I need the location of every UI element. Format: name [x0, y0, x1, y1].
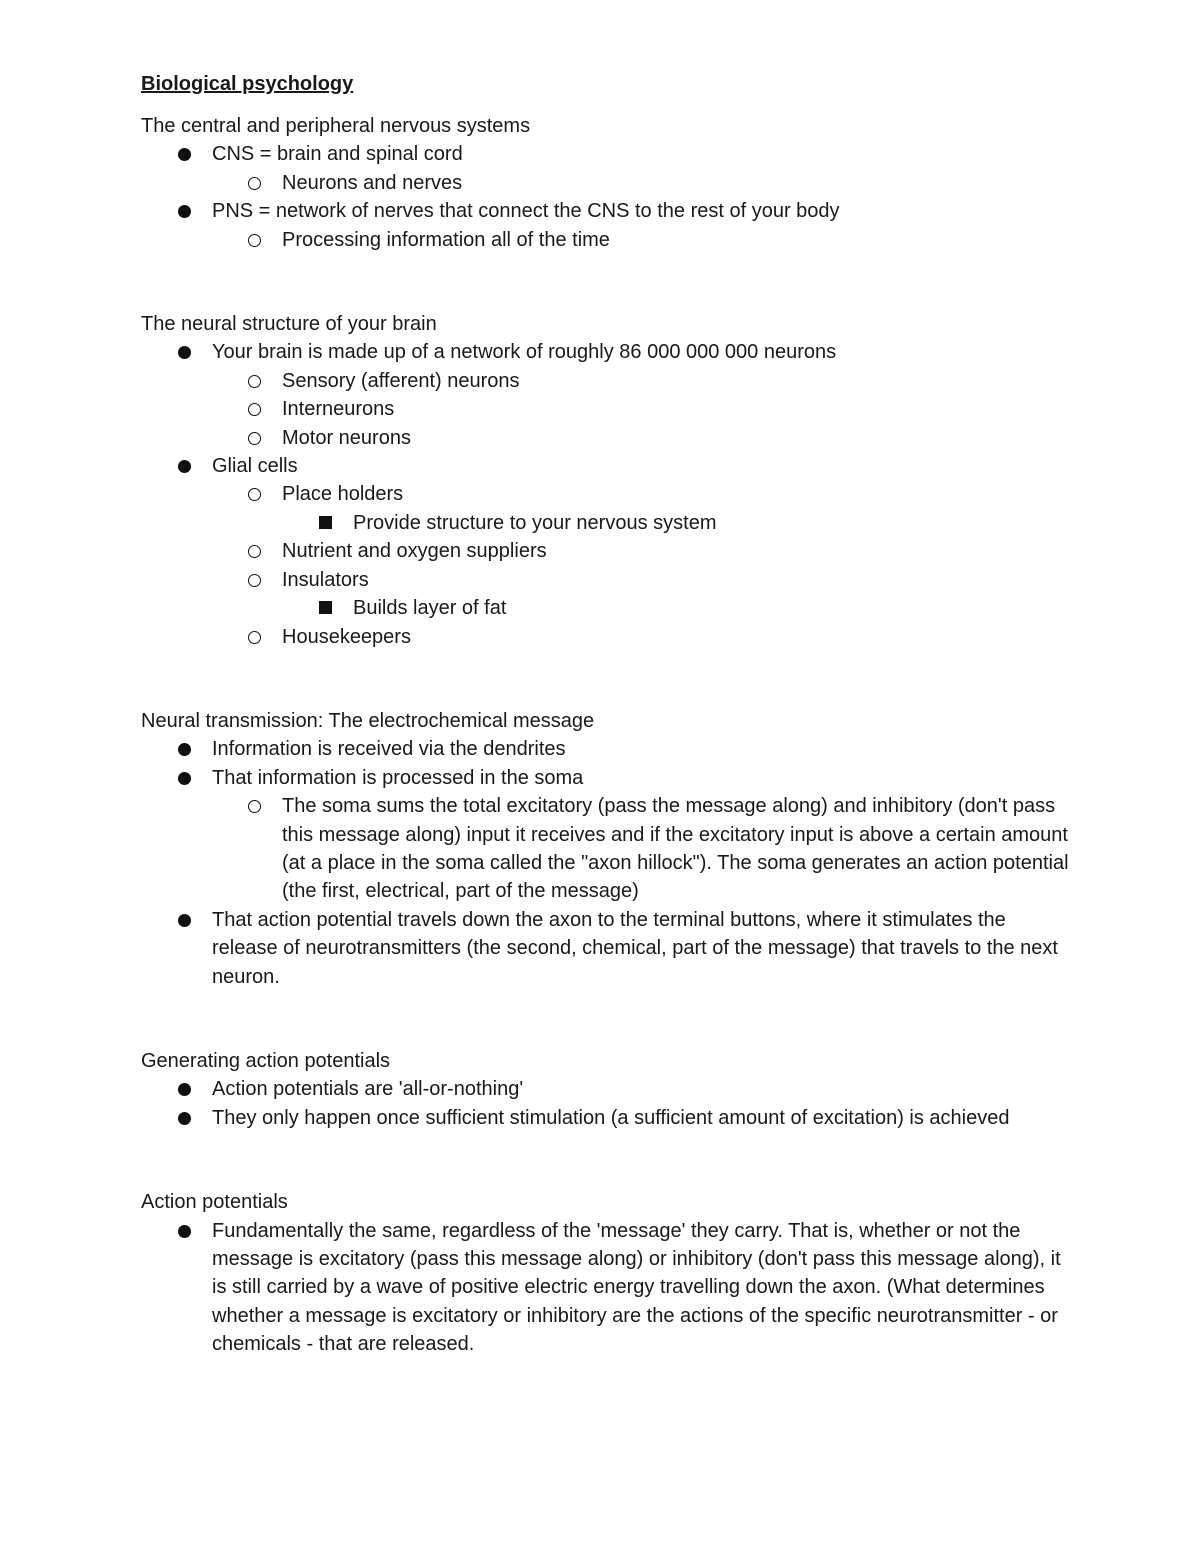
list-item	[141, 169, 1071, 197]
list-item-text: Glial cells	[212, 455, 298, 478]
list-item-text: Motor neurons	[282, 426, 411, 449]
list-item	[141, 452, 1071, 480]
list-item-text: Insulators	[282, 568, 369, 591]
filled-circle-bullet-icon	[178, 460, 191, 473]
bullet-list	[141, 1217, 1071, 1359]
bullet-list	[141, 735, 1071, 991]
list-item	[141, 226, 1071, 254]
list-item-text: Builds layer of fat	[353, 597, 507, 620]
section-heading: Neural transmission: The electrochemical message	[141, 709, 595, 732]
list-item-text: That action potential travels down the axon to the terminal buttons, where it stimulates the release of neurotransmitters (the second, chemical, part of the message) that travels to the next neuron.	[212, 908, 1058, 988]
list-item-text: Sensory (afferent) neurons	[282, 369, 520, 392]
list-item	[141, 480, 1071, 508]
section	[141, 1188, 1071, 1358]
filled-circle-bullet-icon	[178, 1112, 191, 1125]
filled-square-bullet-icon	[319, 516, 332, 529]
list-item-text: Action potentials are 'all-or-nothing'	[212, 1078, 524, 1101]
list-item	[141, 566, 1071, 594]
section-heading: Generating action potentials	[141, 1049, 391, 1072]
list-item	[141, 735, 1071, 763]
list-item	[141, 792, 1071, 906]
list-item	[141, 197, 1071, 225]
bullet-list	[141, 1075, 1071, 1132]
list-item	[141, 1075, 1071, 1103]
filled-circle-bullet-icon	[178, 346, 191, 359]
list-item	[141, 140, 1071, 168]
list-item-text: PNS = network of nerves that connect the CNS to the rest of your body	[212, 200, 840, 223]
list-item	[141, 906, 1071, 991]
list-item-text: Place holders	[282, 483, 404, 506]
filled-square-bullet-icon	[319, 601, 332, 614]
hollow-circle-bullet-icon	[248, 488, 261, 501]
bullet-list	[141, 140, 1071, 254]
hollow-circle-bullet-icon	[248, 574, 261, 587]
filled-circle-bullet-icon	[178, 914, 191, 927]
hollow-circle-bullet-icon	[248, 432, 261, 445]
list-item	[141, 367, 1071, 395]
list-item-text: Provide structure to your nervous system	[353, 511, 717, 534]
list-item-text: CNS = brain and spinal cord	[212, 143, 463, 166]
list-item-text: The soma sums the total excitatory (pass the message along) and inhibitory (don't pass this message along) input it receives and if the excitatory input is above a certain amount (at a place in the soma called the "axon hillock"). The soma generates an action potential (the first, electrical, part of the message)	[282, 795, 1069, 903]
list-item	[141, 764, 1071, 792]
hollow-circle-bullet-icon	[248, 375, 261, 388]
section-heading: The neural structure of your brain	[141, 313, 437, 336]
list-item-text: Housekeepers	[282, 625, 411, 648]
list-item	[141, 509, 1071, 537]
hollow-circle-bullet-icon	[248, 631, 261, 644]
section	[141, 707, 1071, 991]
list-item	[141, 338, 1071, 366]
list-item-text: Information is received via the dendrites	[212, 738, 566, 761]
section-heading: The central and peripheral nervous systems	[141, 115, 531, 137]
filled-circle-bullet-icon	[178, 205, 191, 218]
list-item-text: Your brain is made up of a network of roughly 86 000 000 000 neurons	[212, 341, 837, 364]
hollow-circle-bullet-icon	[248, 545, 261, 558]
filled-circle-bullet-icon	[178, 1225, 191, 1238]
filled-circle-bullet-icon	[178, 1083, 191, 1096]
list-item	[141, 395, 1071, 423]
list-item	[141, 623, 1071, 651]
list-item-text: Fundamentally the same, regardless of the 'message' they carry. That is, whether or not the message is excitatory (pass this message along) or inhibitory (don't pass this message along), it is still carried by a wave of positive electric energy travelling down the axon. (What determines whether a message is excitatory or inhibitory are the actions of the specific neurotransmitter - or chemicals - that are released.	[212, 1219, 1061, 1356]
list-item	[141, 537, 1071, 565]
section	[141, 112, 1071, 254]
section	[141, 310, 1071, 651]
list-item-text: Interneurons	[282, 398, 395, 421]
list-item-text: They only happen once sufficient stimulation (a sufficient amount of excitation) is achieved	[212, 1106, 1010, 1129]
filled-circle-bullet-icon	[178, 743, 191, 756]
hollow-circle-bullet-icon	[248, 234, 261, 247]
document-body	[141, 112, 1071, 1359]
document-title: Biological psychology	[141, 73, 354, 95]
hollow-circle-bullet-icon	[248, 800, 261, 813]
list-item-text: Processing information all of the time	[282, 228, 610, 251]
section-heading: Action potentials	[141, 1191, 288, 1214]
section	[141, 1047, 1071, 1132]
filled-circle-bullet-icon	[178, 148, 191, 161]
list-item	[141, 1104, 1071, 1132]
list-item-text: Nutrient and oxygen suppliers	[282, 540, 547, 563]
document-page	[141, 70, 1071, 1415]
hollow-circle-bullet-icon	[248, 403, 261, 416]
list-item	[141, 1217, 1071, 1359]
hollow-circle-bullet-icon	[248, 177, 261, 190]
list-item	[141, 424, 1071, 452]
filled-circle-bullet-icon	[178, 772, 191, 785]
list-item-text: That information is processed in the soma	[212, 766, 584, 789]
list-item	[141, 594, 1071, 622]
bullet-list	[141, 338, 1071, 650]
list-item-text: Neurons and nerves	[282, 171, 463, 194]
